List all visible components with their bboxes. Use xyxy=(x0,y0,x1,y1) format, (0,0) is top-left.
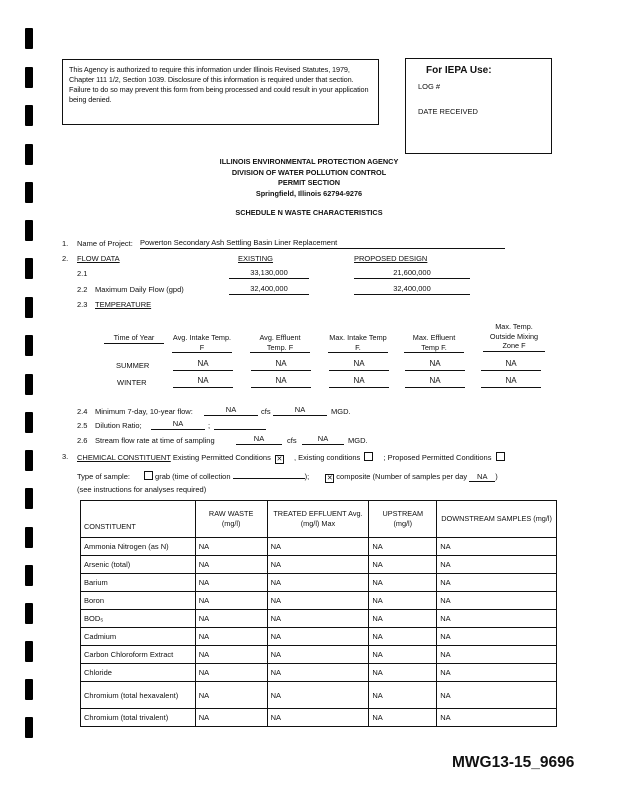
punch-hole xyxy=(25,28,33,49)
punch-hole xyxy=(25,565,33,586)
constituent-name: Barium xyxy=(81,574,196,592)
sample-type-line: Type of sample: grab (time of collection ); ✕ composite (Number of samples per day NA ) xyxy=(77,469,498,483)
table-row xyxy=(81,538,557,556)
flow-row-label: Maximum Daily Flow (gpd) xyxy=(95,285,184,294)
r24-label: Minimum 7-day, 10-year flow: xyxy=(95,407,193,416)
punch-hole xyxy=(25,527,33,548)
proposed-flow-value: 21,600,000 xyxy=(393,268,431,277)
composite-label: composite (Number of samples per day xyxy=(336,472,468,481)
raw-waste-cell[interactable]: NA xyxy=(195,610,267,628)
punch-hole xyxy=(25,412,33,433)
raw-waste-cell[interactable]: NA xyxy=(195,592,267,610)
constituent-name: Chromium (total trivalent) xyxy=(81,709,196,727)
raw-waste-cell[interactable]: NA xyxy=(195,628,267,646)
form-header xyxy=(150,157,468,219)
treated-effluent-cell[interactable]: NA xyxy=(267,574,369,592)
temp-col-header: Max. Effluent Temp F. xyxy=(404,333,464,353)
item2-num: 2. xyxy=(62,254,69,263)
punch-hole xyxy=(25,258,33,279)
punch-hole xyxy=(25,679,33,700)
raw-waste-cell[interactable]: NA xyxy=(195,646,267,664)
upstream-cell[interactable]: NA xyxy=(369,646,437,664)
constituent-name: BOD₅ xyxy=(81,610,196,628)
proposed-col-label: PROPOSED DESIGN xyxy=(354,254,428,263)
r26-label: Stream flow rate at time of sampling xyxy=(95,436,215,445)
constituent-name: Chromium (total hexavalent) xyxy=(81,682,196,709)
punch-hole xyxy=(25,641,33,662)
r24-cfs-field[interactable]: NA xyxy=(204,405,258,416)
downstream-cell[interactable]: NA xyxy=(437,538,557,556)
downstream-cell[interactable]: NA xyxy=(437,664,557,682)
winter-label: WINTER xyxy=(117,378,147,387)
r26-num: 2.6 xyxy=(77,436,88,445)
collection-time-field[interactable] xyxy=(233,469,305,479)
raw-waste-cell[interactable]: NA xyxy=(195,556,267,574)
col-downstream: DOWNSTREAM SAMPLES (mg/l) xyxy=(437,501,557,538)
punch-hole xyxy=(25,374,33,395)
table-row xyxy=(81,682,557,709)
proposed-permitted-label: ; Proposed Permitted Conditions xyxy=(383,453,492,462)
proposed-flow-field[interactable] xyxy=(354,268,470,279)
punch-hole xyxy=(25,105,33,126)
upstream-cell[interactable]: NA xyxy=(369,592,437,610)
downstream-cell[interactable]: NA xyxy=(437,556,557,574)
r24-mgd-unit: MGD. xyxy=(331,407,351,416)
section-name: PERMIT SECTION xyxy=(277,178,341,187)
agency-address: Springfield, Illinois 62794-9276 xyxy=(255,188,363,198)
summer-avg-effluent[interactable]: NA xyxy=(251,359,311,371)
proposed-max-flow-value: 32,400,000 xyxy=(393,284,431,293)
treated-effluent-cell[interactable]: NA xyxy=(267,709,369,727)
upstream-cell[interactable]: NA xyxy=(369,610,437,628)
project-name-label: Name of Project: xyxy=(77,239,133,248)
downstream-cell[interactable]: NA xyxy=(437,592,557,610)
constituent-name: Cadmium xyxy=(81,628,196,646)
log-number-label: LOG # xyxy=(418,82,441,91)
downstream-cell[interactable]: NA xyxy=(437,574,557,592)
table-row xyxy=(81,628,557,646)
constituent-name: Arsenic (total) xyxy=(81,556,196,574)
table-header-row xyxy=(81,501,557,538)
r26-cfs-field[interactable]: NA xyxy=(236,434,282,445)
dilution-ratio-field[interactable]: NA xyxy=(151,419,205,430)
col-constituent: CONSTITUENT xyxy=(81,501,196,538)
constituent-name: Carbon Chloroform Extract xyxy=(81,646,196,664)
upstream-cell[interactable]: NA xyxy=(369,628,437,646)
treated-effluent-cell[interactable]: NA xyxy=(267,682,369,709)
division-name: DIVISION OF WATER POLLUTION CONTROL xyxy=(231,167,387,177)
r26-mgd-field[interactable]: NA xyxy=(302,434,344,445)
flow-row-num: 2.2 xyxy=(77,285,88,294)
temperature-num: 2.3 xyxy=(77,300,88,309)
downstream-cell[interactable]: NA xyxy=(437,646,557,664)
col-raw-waste: RAW WASTE (mg/l) xyxy=(195,501,267,538)
winter-avg-effluent[interactable]: NA xyxy=(251,376,311,388)
r26-mgd-unit: MGD. xyxy=(348,436,368,445)
winter-max-outside-mixing[interactable]: NA xyxy=(481,376,541,388)
constituent-name: Boron xyxy=(81,592,196,610)
constituent-table xyxy=(80,500,557,727)
summer-label: SUMMER xyxy=(116,361,150,370)
existing-max-flow-value: 32,400,000 xyxy=(250,284,288,293)
constituent-name: Chloride xyxy=(81,664,196,682)
item1-num: 1. xyxy=(62,239,69,248)
item3-num: 3. xyxy=(62,452,69,461)
r25-label: Dilution Ratio; xyxy=(95,421,142,430)
table-row xyxy=(81,556,557,574)
temp-col-header: Max. Temp. Outside Mixing Zone F xyxy=(483,322,545,352)
bates-number: MWG13-15_9696 xyxy=(452,754,575,771)
winter-max-intake[interactable]: NA xyxy=(329,376,389,388)
grab-checkbox[interactable] xyxy=(144,471,153,480)
proposed-permitted-checkbox[interactable] xyxy=(496,452,505,461)
winter-max-effluent[interactable]: NA xyxy=(405,376,465,388)
upstream-cell[interactable]: NA xyxy=(369,709,437,727)
project-name-value: Powerton Secondary Ash Settling Basin Liner Replacement xyxy=(140,238,338,247)
composite-checkbox[interactable]: ✕ xyxy=(326,475,333,482)
downstream-cell[interactable]: NA xyxy=(437,628,557,646)
treated-effluent-cell[interactable]: NA xyxy=(267,628,369,646)
r25-num: 2.5 xyxy=(77,421,88,430)
r24-num: 2.4 xyxy=(77,407,88,416)
sample-type-label: Type of sample: xyxy=(77,472,130,481)
iepa-use-box xyxy=(405,58,552,154)
dilution-ratio-field-2[interactable] xyxy=(214,419,266,430)
temperature-label: TEMPERATURE xyxy=(95,300,152,309)
iepa-use-title: For IEPA Use: xyxy=(426,65,492,76)
temp-col-header: Avg. Effluent Temp. F xyxy=(250,333,310,353)
temp-col-header: Time of Year xyxy=(104,333,164,344)
treated-effluent-cell[interactable]: NA xyxy=(267,556,369,574)
chemical-constituent-label: CHEMICAL CONSTITUENT xyxy=(77,453,171,462)
raw-waste-cell[interactable]: NA xyxy=(195,574,267,592)
existing-flow-field[interactable] xyxy=(229,268,309,279)
punch-hole xyxy=(25,144,33,165)
existing-flow-value: 33,130,000 xyxy=(250,268,288,277)
proposed-max-flow-field[interactable] xyxy=(354,284,470,295)
treated-effluent-cell[interactable]: NA xyxy=(267,664,369,682)
summer-max-intake[interactable]: NA xyxy=(329,359,389,371)
downstream-cell[interactable]: NA xyxy=(437,682,557,709)
treated-effluent-cell[interactable]: NA xyxy=(267,538,369,556)
samples-per-day-field[interactable]: NA xyxy=(469,472,495,482)
r26-cfs-unit: cfs xyxy=(287,436,297,445)
notice-text: This Agency is authorized to require this information under Illinois Revised Statutes, 1979, Chapter 111 1/2, Section 1039. Disclosure of this information is required under that section. Failure to do so may prevent this form from being processed and could result in your application being denied. xyxy=(69,65,369,104)
authority-notice xyxy=(62,59,379,125)
table-row xyxy=(81,646,557,664)
summer-max-effluent[interactable]: NA xyxy=(405,359,465,371)
existing-col-label: EXISTING xyxy=(238,254,274,263)
upstream-cell[interactable]: NA xyxy=(369,538,437,556)
flow-row-num: 2.1 xyxy=(77,269,88,278)
raw-waste-cell[interactable]: NA xyxy=(195,709,267,727)
punch-hole xyxy=(25,603,33,624)
table-row xyxy=(81,592,557,610)
temp-col-header: Avg. Intake Temp. F xyxy=(172,333,232,352)
punch-hole xyxy=(25,488,33,509)
upstream-cell[interactable]: NA xyxy=(369,556,437,574)
winter-avg-intake[interactable]: NA xyxy=(173,376,233,388)
punch-hole xyxy=(25,67,33,88)
downstream-cell[interactable]: NA xyxy=(437,709,557,727)
table-row xyxy=(81,574,557,592)
chemical-conditions-line xyxy=(77,452,507,464)
punch-hole xyxy=(25,182,33,203)
table-row xyxy=(81,610,557,628)
table-row xyxy=(81,664,557,682)
existing-conditions-checkbox[interactable] xyxy=(364,452,373,461)
r24-mgd-field[interactable]: NA xyxy=(273,405,327,416)
upstream-cell[interactable]: NA xyxy=(369,682,437,709)
upstream-cell[interactable]: NA xyxy=(369,664,437,682)
treated-effluent-cell[interactable]: NA xyxy=(267,592,369,610)
punch-hole xyxy=(25,335,33,356)
raw-waste-cell[interactable]: NA xyxy=(195,538,267,556)
upstream-cell[interactable]: NA xyxy=(369,574,437,592)
r25-separator: ; xyxy=(208,421,211,430)
existing-conditions-label: , Existing conditions xyxy=(294,453,361,462)
summer-max-outside-mixing[interactable]: NA xyxy=(481,359,541,371)
temp-col-header: Max. Intake Temp F. xyxy=(329,333,387,352)
downstream-cell[interactable]: NA xyxy=(437,610,557,628)
treated-effluent-cell[interactable]: NA xyxy=(267,610,369,628)
analyses-note: (see instructions for analyses required) xyxy=(77,485,207,494)
project-name-field[interactable] xyxy=(140,238,505,249)
existing-permitted-label: Existing Permitted Conditions xyxy=(172,453,271,462)
grab-label: grab (time of collection xyxy=(155,472,231,481)
r24-cfs-unit: cfs xyxy=(261,407,271,416)
flow-data-label: FLOW DATA xyxy=(77,254,120,263)
date-received-label: DATE RECEIVED xyxy=(418,107,478,116)
summer-avg-intake[interactable]: NA xyxy=(173,359,233,371)
punch-hole xyxy=(25,297,33,318)
constituent-name: Ammonia Nitrogen (as N) xyxy=(81,538,196,556)
agency-name: ILLINOIS ENVIRONMENTAL PROTECTION AGENCY xyxy=(219,157,399,166)
punch-hole xyxy=(25,220,33,241)
existing-max-flow-field[interactable] xyxy=(229,284,309,295)
col-treated-effluent: TREATED EFFLUENT Avg. (mg/l) Max xyxy=(267,501,369,538)
treated-effluent-cell[interactable]: NA xyxy=(267,646,369,664)
raw-waste-cell[interactable]: NA xyxy=(195,664,267,682)
punch-hole xyxy=(25,450,33,471)
raw-waste-cell[interactable]: NA xyxy=(195,682,267,709)
schedule-title: SCHEDULE N WASTE CHARACTERISTICS xyxy=(235,208,383,217)
col-upstream: UPSTREAM (mg/l) xyxy=(369,501,437,538)
punch-hole xyxy=(25,717,33,738)
existing-permitted-checkbox[interactable]: ✕ xyxy=(276,456,283,463)
table-row xyxy=(81,709,557,727)
